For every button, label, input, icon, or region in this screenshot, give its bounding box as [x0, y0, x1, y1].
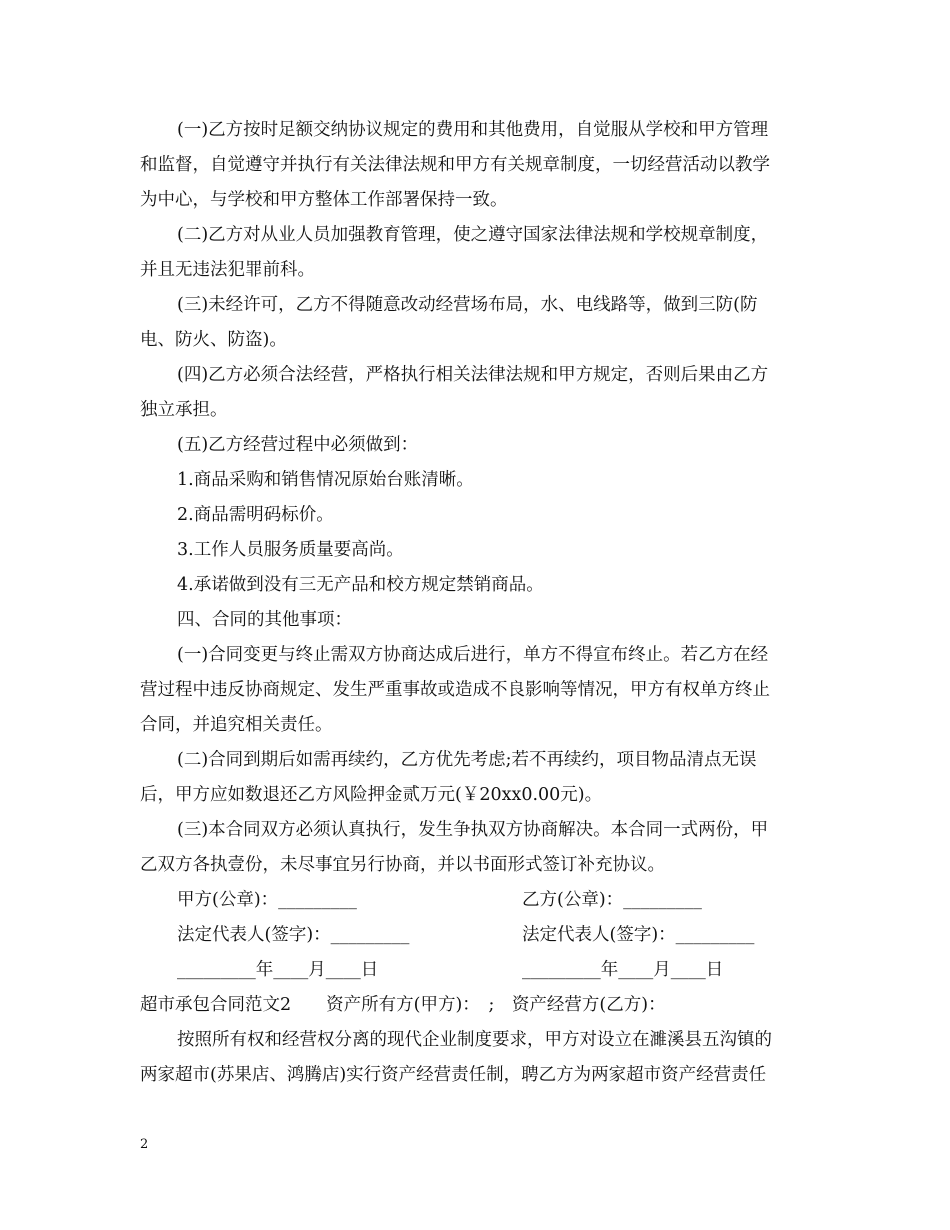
page-number: 2: [140, 1137, 149, 1152]
clause-2-line-1: (二)合同到期后如需再续约，乙方优先考虑;若不再续约，项目物品清点无误: [177, 750, 757, 770]
list-item-1: 1.商品采购和销售情况原始台账清晰。: [177, 470, 474, 490]
para-1-line-3: 为中心，与学校和甲方整体工作部署保持一致。: [140, 190, 508, 210]
para-5-heading: (五)乙方经营过程中必须做到：: [177, 435, 419, 455]
para-4-line-2: 独立承担。: [140, 400, 228, 420]
para-2-line-2: 并且无违法犯罪前科。: [140, 260, 315, 280]
clause-3-line-2: 乙双方各执壹份，未尽事宜另行协商，并以书面形式签订补充协议。: [140, 855, 665, 875]
section-2-heading: 超市承包合同范文2 资产所有方(甲方)： ; 资产经营方(乙方)：: [140, 995, 666, 1015]
intro-line-1: 按照所有权和经营权分离的现代企业制度要求，甲方对设立在濉溪县五沟镇的: [177, 1030, 772, 1050]
clause-3-line-1: (三)本合同双方必须认真执行，发生争执双方协商解决。本合同一式两份，甲: [177, 820, 769, 840]
party-a-seal: 甲方(公章)：_________: [177, 890, 357, 910]
para-4-line-1: (四)乙方必须合法经营，严格执行相关法律法规和甲方规定，否则后果由乙方: [177, 365, 769, 385]
clause-1-line-2: 营过程中违反协商规定、发生严重事故或造成不良影响等情况，甲方有权单方终止: [140, 680, 770, 700]
para-1-line-1: (一)乙方按时足额交纳协议规定的费用和其他费用，自觉服从学校和甲方管理: [177, 120, 769, 140]
para-3-line-2: 电、防火、防盗)。: [140, 330, 287, 350]
party-b-seal: 乙方(公章)：_________: [522, 890, 702, 910]
clause-1-line-1: (一)合同变更与终止需双方协商达成后进行，单方不得宣布终止。若乙方在经: [177, 645, 769, 665]
party-b-date: _________年____月____日: [522, 960, 724, 980]
party-b-representative: 法定代表人(签字)：_________: [522, 925, 755, 945]
para-3-line-1: (三)未经许可，乙方不得随意改动经营场布局，水、电线路等，做到三防(防: [177, 295, 758, 315]
party-a-representative: 法定代表人(签字)：_________: [177, 925, 410, 945]
para-1-line-2: 和监督，自觉遵守并执行有关法律法规和甲方有关规章制度，一切经营活动以教学: [140, 155, 770, 175]
clause-1-line-3: 合同，并追究相关责任。: [140, 715, 333, 735]
list-item-4: 4.承诺做到没有三无产品和校方规定禁销商品。: [177, 575, 544, 595]
list-item-2: 2.商品需明码标价。: [177, 505, 334, 525]
list-item-3: 3.工作人员服务质量要高尚。: [177, 540, 404, 560]
party-a-date: _________年____月____日: [177, 960, 379, 980]
para-2-line-1: (二)乙方对从业人员加强教育管理，使之遵守国家法律法规和学校规章制度，: [177, 225, 769, 245]
clause-2-line-2: 后，甲方应如数退还乙方风险押金贰万元(￥20xx0.00元)。: [140, 785, 603, 805]
section-four-heading: 四、合同的其他事项：: [177, 610, 352, 630]
intro-line-2: 两家超市(苏果店、鸿腾店)实行资产经营责任制，聘乙方为两家超市资产经营责任: [140, 1065, 767, 1085]
